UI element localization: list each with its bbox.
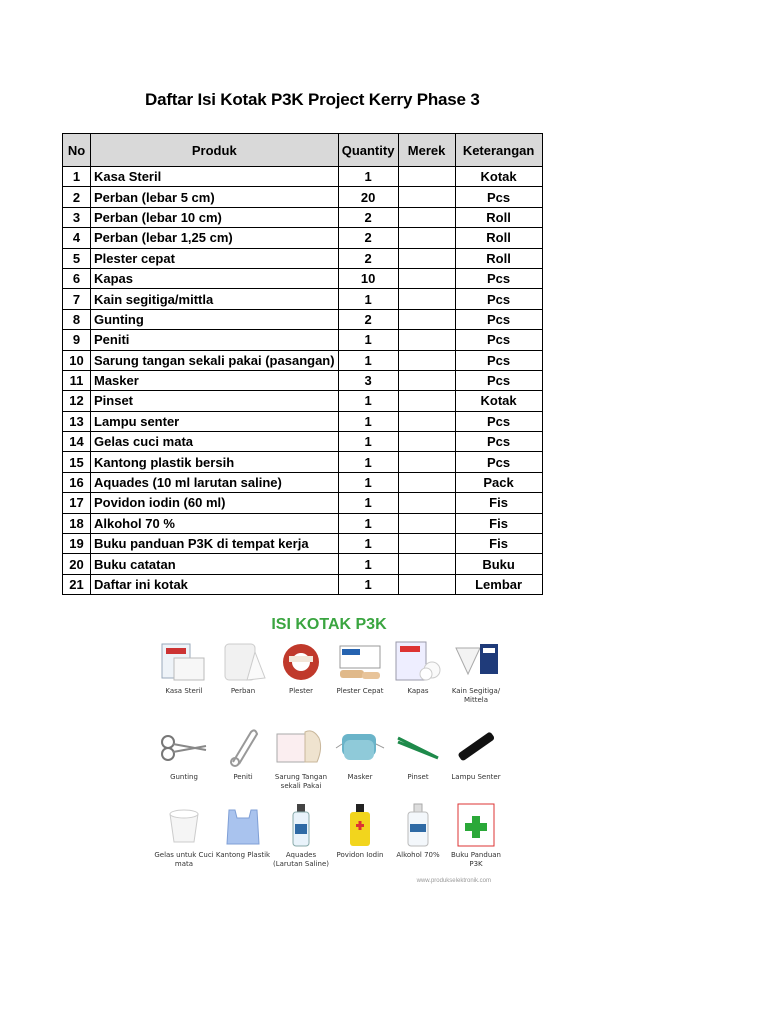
cell-merek — [398, 167, 455, 187]
safety-pin-icon — [217, 724, 269, 770]
infographic-item — [445, 638, 507, 705]
cell-merek — [398, 534, 455, 554]
item-caption: Kain Segitiga/ Mittela — [451, 687, 501, 704]
page-title: Daftar Isi Kotak P3K Project Kerry Phase 3 — [145, 90, 480, 109]
cell-merek — [398, 268, 455, 288]
item-caption: Pinset — [407, 773, 429, 781]
cell-produk: Buku catatan — [91, 554, 339, 574]
cell-merek — [398, 289, 455, 309]
cell-quantity: 1 — [338, 554, 398, 574]
cell-keterangan: Pcs — [455, 268, 542, 288]
item-caption: Plester Cepat — [336, 687, 384, 695]
cell-produk: Kasa Steril — [91, 167, 339, 187]
cell-keterangan: Kotak — [455, 167, 542, 187]
cell-merek — [398, 472, 455, 492]
table-header-row — [63, 134, 543, 167]
cell-produk: Buku panduan P3K di tempat kerja — [91, 534, 339, 554]
cell-keterangan: Fis — [455, 493, 542, 513]
item-caption: Sarung Tangan sekali Pakai — [274, 773, 328, 790]
cell-quantity: 2 — [338, 248, 398, 268]
infographic-item — [329, 638, 391, 696]
cell-produk: Perban (lebar 5 cm) — [91, 187, 339, 207]
item-caption: Buku Panduan P3K — [451, 851, 501, 868]
table-row — [63, 391, 543, 411]
item-caption: Aquades (Larutan Saline) — [272, 851, 330, 868]
table-row — [63, 432, 543, 452]
cell-produk: Daftar ini kotak — [91, 574, 339, 594]
tweezers-icon — [392, 724, 444, 770]
cell-no: 16 — [63, 472, 91, 492]
item-caption: Povidon Iodin — [336, 851, 384, 859]
cell-keterangan: Pcs — [455, 289, 542, 309]
cell-no: 15 — [63, 452, 91, 472]
item-caption: Kasa Steril — [165, 687, 203, 695]
cell-keterangan: Roll — [455, 207, 542, 227]
cell-produk: Sarung tangan sekali pakai (pasangan) — [91, 350, 339, 370]
cell-produk: Perban (lebar 1,25 cm) — [91, 228, 339, 248]
cell-quantity: 2 — [338, 309, 398, 329]
infographic-item — [270, 802, 332, 869]
cell-no: 14 — [63, 432, 91, 452]
cell-produk: Gelas cuci mata — [91, 432, 339, 452]
table-row — [63, 248, 543, 268]
table-row — [63, 350, 543, 370]
cell-no: 12 — [63, 391, 91, 411]
item-caption: Lampu Senter — [451, 773, 501, 781]
mask-icon — [334, 724, 386, 770]
cell-produk: Perban (lebar 10 cm) — [91, 207, 339, 227]
item-caption: Kapas — [407, 687, 429, 695]
table-row — [63, 513, 543, 533]
eye-cup-icon — [158, 802, 210, 848]
infographic-item — [212, 638, 274, 696]
cell-produk: Kantong plastik bersih — [91, 452, 339, 472]
cell-produk: Aquades (10 ml larutan saline) — [91, 472, 339, 492]
table-row — [63, 289, 543, 309]
cell-quantity: 1 — [338, 391, 398, 411]
cell-quantity: 1 — [338, 350, 398, 370]
watermark: www.produkselektronik.com — [416, 878, 491, 884]
table-row — [63, 187, 543, 207]
table-row — [63, 554, 543, 574]
table-row — [63, 574, 543, 594]
cell-quantity: 20 — [338, 187, 398, 207]
cell-no: 13 — [63, 411, 91, 431]
infographic-item — [212, 802, 274, 860]
cell-no: 8 — [63, 309, 91, 329]
cell-no: 19 — [63, 534, 91, 554]
header-merek: Merek — [398, 134, 455, 167]
cell-keterangan: Lembar — [455, 574, 542, 594]
table-row — [63, 228, 543, 248]
gloves-icon — [275, 724, 327, 770]
item-caption: Peniti — [233, 773, 253, 781]
cell-keterangan: Pcs — [455, 330, 542, 350]
cell-quantity: 1 — [338, 493, 398, 513]
cell-keterangan: Pcs — [455, 309, 542, 329]
plastic-bag-icon — [217, 802, 269, 848]
cell-produk: Pinset — [91, 391, 339, 411]
cell-quantity: 1 — [338, 574, 398, 594]
saline-bottle-icon — [275, 802, 327, 848]
cell-produk: Gunting — [91, 309, 339, 329]
header-no: No — [63, 134, 91, 167]
cell-quantity: 1 — [338, 452, 398, 472]
cell-produk: Povidon iodin (60 ml) — [91, 493, 339, 513]
infographic-item — [270, 724, 332, 791]
cell-merek — [398, 574, 455, 594]
cell-merek — [398, 187, 455, 207]
cell-quantity: 3 — [338, 370, 398, 390]
cell-merek — [398, 452, 455, 472]
table-row — [63, 452, 543, 472]
cell-quantity: 1 — [338, 534, 398, 554]
cell-quantity: 1 — [338, 330, 398, 350]
cell-no: 2 — [63, 187, 91, 207]
cell-merek — [398, 350, 455, 370]
cell-keterangan: Pcs — [455, 432, 542, 452]
cell-keterangan: Buku — [455, 554, 542, 574]
cell-merek — [398, 391, 455, 411]
cotton-icon — [392, 638, 444, 684]
cell-no: 4 — [63, 228, 91, 248]
cell-produk: Kain segitiga/mittla — [91, 289, 339, 309]
infographic-item — [153, 638, 215, 696]
cell-produk: Peniti — [91, 330, 339, 350]
cell-merek — [398, 228, 455, 248]
table-row — [63, 207, 543, 227]
item-caption: Kantong Plastik — [215, 851, 271, 859]
gauze-icon — [158, 638, 210, 684]
cell-keterangan: Pcs — [455, 370, 542, 390]
item-caption: Plester — [288, 687, 314, 695]
cell-produk: Plester cepat — [91, 248, 339, 268]
cell-quantity: 1 — [338, 167, 398, 187]
scissors-icon — [158, 724, 210, 770]
cell-no: 1 — [63, 167, 91, 187]
cell-quantity: 1 — [338, 432, 398, 452]
cell-quantity: 1 — [338, 411, 398, 431]
cell-merek — [398, 411, 455, 431]
first-aid-book-icon — [450, 802, 502, 848]
cell-no: 11 — [63, 370, 91, 390]
cell-keterangan: Pcs — [455, 187, 542, 207]
item-caption: Perban — [230, 687, 256, 695]
cell-quantity: 1 — [338, 513, 398, 533]
header-keterangan: Keterangan — [455, 134, 542, 167]
table-row — [63, 411, 543, 431]
cell-keterangan: Pack — [455, 472, 542, 492]
table-body — [63, 167, 543, 595]
cell-merek — [398, 207, 455, 227]
bandage-roll-icon — [217, 638, 269, 684]
cell-produk: Lampu senter — [91, 411, 339, 431]
table-row — [63, 493, 543, 513]
cell-keterangan: Roll — [455, 228, 542, 248]
first-aid-item-table — [62, 133, 543, 595]
cell-merek — [398, 432, 455, 452]
infographic-item — [212, 724, 274, 782]
cell-no: 18 — [63, 513, 91, 533]
cell-keterangan: Pcs — [455, 452, 542, 472]
infographic-item — [445, 724, 507, 782]
cell-quantity: 1 — [338, 289, 398, 309]
cell-keterangan: Fis — [455, 534, 542, 554]
infographic-item — [270, 638, 332, 696]
cell-keterangan: Fis — [455, 513, 542, 533]
infographic-item — [387, 724, 449, 782]
cell-produk: Alkohol 70 % — [91, 513, 339, 533]
first-aid-infographic — [145, 612, 513, 888]
cell-no: 9 — [63, 330, 91, 350]
alcohol-bottle-icon — [392, 802, 444, 848]
plaster-tape-icon — [275, 638, 327, 684]
cell-produk: Masker — [91, 370, 339, 390]
table-row — [63, 167, 543, 187]
table-row — [63, 268, 543, 288]
cell-keterangan: Pcs — [455, 411, 542, 431]
infographic-item — [153, 724, 215, 782]
cell-quantity: 1 — [338, 472, 398, 492]
cell-merek — [398, 493, 455, 513]
cell-keterangan: Roll — [455, 248, 542, 268]
cell-keterangan: Pcs — [455, 350, 542, 370]
cell-merek — [398, 513, 455, 533]
table-row — [63, 472, 543, 492]
quick-plaster-icon — [334, 638, 386, 684]
table-row — [63, 330, 543, 350]
infographic-item — [153, 802, 215, 869]
cell-no: 20 — [63, 554, 91, 574]
cell-no: 17 — [63, 493, 91, 513]
infographic-item — [387, 802, 449, 860]
item-caption: Gelas untuk Cuci mata — [154, 851, 214, 868]
cell-merek — [398, 248, 455, 268]
cell-no: 6 — [63, 268, 91, 288]
cell-no: 3 — [63, 207, 91, 227]
table-row — [63, 309, 543, 329]
item-caption: Masker — [347, 773, 373, 781]
infographic-item — [329, 724, 391, 782]
cell-merek — [398, 309, 455, 329]
triangle-cloth-icon — [450, 638, 502, 684]
cell-no: 10 — [63, 350, 91, 370]
cell-quantity: 10 — [338, 268, 398, 288]
infographic-title: ISI KOTAK P3K — [271, 616, 387, 633]
cell-produk: Kapas — [91, 268, 339, 288]
cell-merek — [398, 370, 455, 390]
cell-merek — [398, 330, 455, 350]
infographic-item — [387, 638, 449, 696]
cell-keterangan: Kotak — [455, 391, 542, 411]
header-produk: Produk — [91, 134, 339, 167]
table-row — [63, 534, 543, 554]
item-caption: Alkohol 70% — [396, 851, 440, 859]
flashlight-icon — [450, 724, 502, 770]
header-quantity: Quantity — [338, 134, 398, 167]
iodine-bottle-icon — [334, 802, 386, 848]
infographic-item — [329, 802, 391, 860]
cell-quantity: 2 — [338, 228, 398, 248]
cell-quantity: 2 — [338, 207, 398, 227]
cell-no: 7 — [63, 289, 91, 309]
infographic-item — [445, 802, 507, 869]
item-caption: Gunting — [170, 773, 198, 781]
table-row — [63, 370, 543, 390]
cell-merek — [398, 554, 455, 574]
cell-no: 21 — [63, 574, 91, 594]
cell-no: 5 — [63, 248, 91, 268]
